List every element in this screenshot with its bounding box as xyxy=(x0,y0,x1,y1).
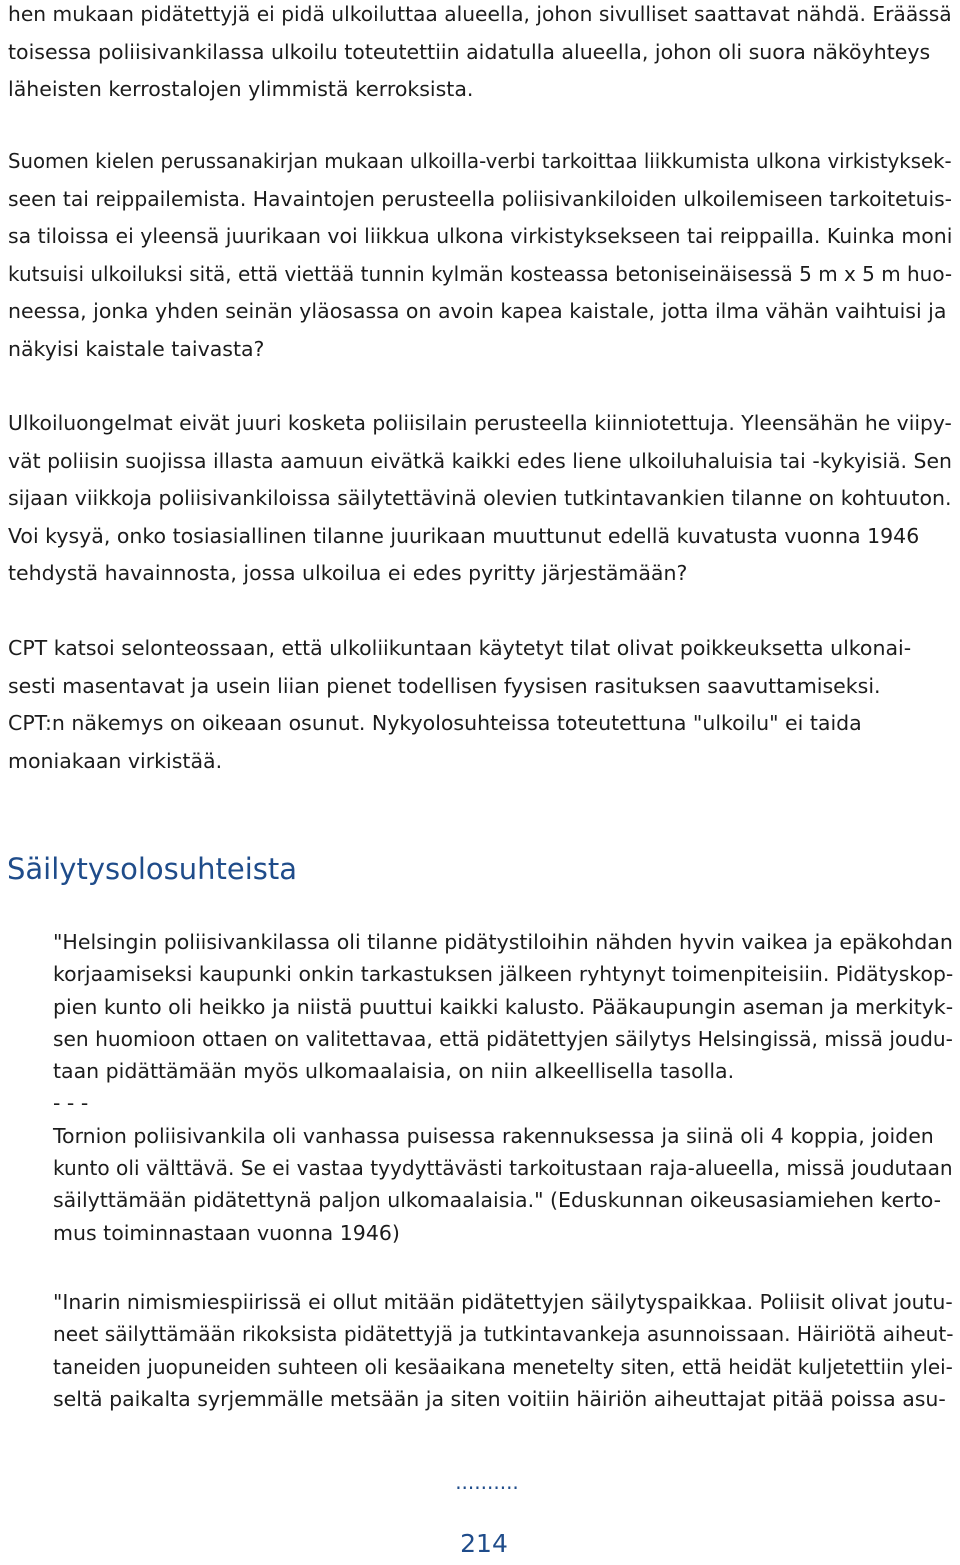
text-line: läheisten kerrostalojen ylimmistä kerroksista. xyxy=(8,77,474,101)
text-line: toisessa poliisivankilassa ulkoilu toteutettiin aidatulla alueella, johon oli suora näköyhteys xyxy=(8,39,931,64)
text-line: "Helsingin poliisivankilassa oli tilanne pidätystiloihin nähden hyvin vaikea ja epäkohdan xyxy=(53,930,953,954)
text-line: "Inarin nimismiespiirissä ei ollut mitään pidätettyjen säilytyspaikkaa. Poliisit olivat joutu- xyxy=(53,1290,953,1314)
separator-dashes: - - - xyxy=(53,1091,89,1116)
text-line: mus toiminnastaan vuonna 1946) xyxy=(53,1220,400,1245)
text-line: Voi kysyä, onko tosiasiallinen tilanne juurikaan muuttunut edellä kuvatusta vuonna 1946 xyxy=(8,523,920,548)
text-line: sen huomioon ottaen on valitettavaa, että pidätettyjen säilytys Helsingissä, missä joudu- xyxy=(53,1026,953,1051)
text-line: CPT:n näkemys on oikeaan osunut. Nykyolosuhteissa toteutettuna "ulkoilu" ei taida xyxy=(8,711,862,735)
text-line: taneiden juopuneiden suhteen oli kesäaikana menetelty siten, että heidät kuljetettiin ylei- xyxy=(53,1354,953,1379)
intro-paragraph xyxy=(8,0,952,109)
text-line: sa tiloissa ei yleensä juurikaan voi liikkua ulkona virkistyksekseen tai reippailla. Kuinka moni xyxy=(8,224,953,248)
text-line: kutsuisi ulkoiluksi sitä, että viettää tunnin kylmän kosteassa betoniseinäisessä 5 m x 5 m huo- xyxy=(8,261,953,286)
text-line: tehdystä havainnosta, jossa ulkoilua ei edes pyritty järjestämään? xyxy=(8,561,688,585)
text-line: Suomen kielen perussanakirjan mukaan ulkoilla-verbi tarkoittaa liikkumista ulkona virkistyksek- xyxy=(8,149,952,173)
text-line: hen mukaan pidätettyjä ei pidä ulkoiluttaa alueella, johon sivulliset saattavat nähdä. Eräässä xyxy=(8,2,952,26)
page-dots-ornament: .......... xyxy=(455,1470,519,1494)
text-line: neet säilyttämään rikoksista pidätettyjä ja tutkintavankeja asunnoissaan. Häiriötä aiheut- xyxy=(53,1322,954,1347)
text-line: pien kunto oli heikko ja niistä puuttui kaikki kalusto. Pääkaupungin aseman ja merkityk- xyxy=(53,994,954,1019)
page-number: 214 xyxy=(460,1529,508,1558)
text-line: Ulkoiluongelmat eivät juuri kosketa poliisilain perusteella kiinniotettuja. Yleensähän he viipy- xyxy=(8,411,952,435)
text-line: kunto oli välttävä. Se ei vastaa tyydyttävästi tarkoitustaan raja-alueella, missä joudutaan xyxy=(53,1156,953,1181)
text-line: seltä paikalta syrjemmälle metsään ja siten voitiin häiriön aiheuttajat pitää poissa asu- xyxy=(53,1386,946,1411)
text-line: moniakaan virkistää. xyxy=(8,748,223,773)
text-line: säilyttämään pidätettynä paljon ulkomaalaisia." (Eduskunnan oikeusasiamiehen kerto- xyxy=(53,1188,942,1213)
quote-block-2 xyxy=(53,1286,953,1415)
quote-block-1 xyxy=(53,926,953,1249)
section-heading: Säilytysolosuhteista xyxy=(7,852,298,886)
body-paragraph-3 xyxy=(8,630,952,780)
text-line: Tornion poliisivankila oli vanhassa puisessa rakennuksessa ja siinä oli 4 koppia, joiden xyxy=(53,1123,934,1148)
body-paragraph-2 xyxy=(8,405,952,593)
text-line: vät poliisin suojissa illasta aamuun eivätkä kaikki edes liene ulkoiluhaluisia tai -kykyisiä. Sen xyxy=(8,448,952,473)
text-line: neessa, jonka yhden seinän yläosassa on avoin kapea kaistale, jotta ilma vähän vaihtuisi ja xyxy=(8,299,947,323)
text-line: sijaan viikkoja poliisivankiloissa säilytettävinä olevien tutkintavankien tilanne on kohtuuton. xyxy=(8,486,952,510)
text-line: sesti masentavat ja usein liian pienet todellisen fyysisen rasituksen saavuttamiseksi. xyxy=(8,673,881,698)
text-line: näkyisi kaistale taivasta? xyxy=(8,336,265,361)
text-line: seen tai reippailemista. Havaintojen perusteella poliisivankiloiden ulkoilemiseen tarkoitetuis- xyxy=(8,186,952,211)
text-line: CPT katsoi selonteossaan, että ulkoliikuntaan käytetyt tilat olivat poikkeuksetta ulkonai- xyxy=(8,636,912,660)
text-line: taan pidättämään myös ulkomaalaisia, on niin alkeellisella tasolla. xyxy=(53,1059,735,1084)
body-paragraph-1 xyxy=(8,143,952,368)
text-line: korjaamiseksi kaupunki onkin tarkastuksen jälkeen ryhtynyt toimenpiteisiin. Pidätyskop- xyxy=(53,962,954,987)
